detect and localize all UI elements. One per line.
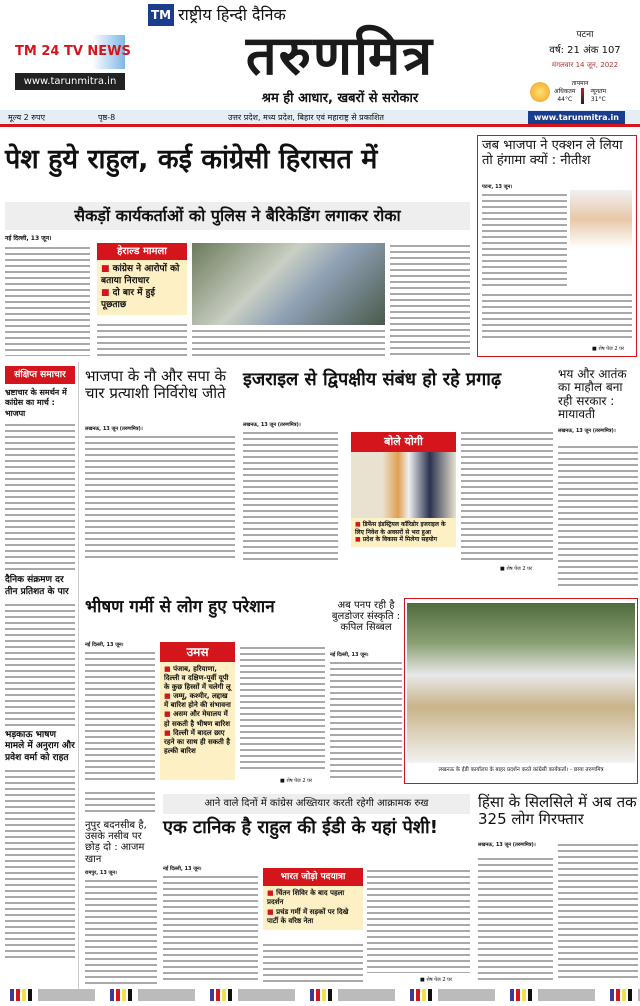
nupur-body — [85, 878, 157, 984]
yatra-box-title: भारत जोड़ो पदयात्रा — [263, 868, 363, 886]
tagline-text: राष्ट्रीय हिन्दी दैनिक — [178, 5, 286, 24]
mayawati-body — [558, 444, 638, 588]
tonic-more[interactable]: ■ शेष पेज 2 पर — [420, 977, 452, 983]
sibal-headline: अब पनप रही है बुलडोजर संस्कृति : कपिल सिब्बल — [331, 600, 401, 634]
sun-icon — [530, 82, 550, 102]
nitish-body-2 — [482, 292, 632, 342]
israel-headline: इजराइल से द्विपक्षीय संबंध हो रहे प्रगाढ़ — [243, 369, 502, 390]
edition-info — [535, 28, 635, 73]
tv-logo-mark: TM 24 TV NEWS — [15, 35, 125, 69]
brief-column — [5, 388, 75, 961]
israel-dateline: लखनऊ, 13 जून (तरुणमित्र)। — [243, 422, 301, 428]
rahul-photo — [192, 243, 385, 325]
bjp-dateline: लखनऊ, 13 जून (तरुणमित्र)। — [85, 426, 143, 432]
lead-body-col1 — [5, 245, 90, 356]
left-body-3 — [85, 790, 155, 815]
edition: वर्ष: 21 अंक 107 — [549, 45, 621, 56]
nupur-headline: नुपुर बदनसीब है, उसके नसीब पर छोड़ दो : आजम खान — [85, 820, 147, 865]
umas-point: ■ असम और मेघालय में हो सकती है भीषण बारिश — [164, 710, 231, 728]
nitish-dateline: पटना, 13 जून। — [482, 184, 513, 190]
yogi-photo — [351, 452, 456, 518]
tv-url[interactable]: www.tarunmitra.in — [15, 73, 125, 90]
yatra-point: ■ प्रचंड गर्मी में सड़कों पर दिखे पार्टी के वरिष्ठ नेता — [267, 908, 359, 927]
lead-subhead: सैकड़ों कार्यकर्ताओं को पुलिस ने बैरिकेडिंग लगाकर रोका — [5, 202, 470, 230]
info-bar — [0, 110, 640, 127]
yatra-box — [263, 886, 363, 930]
lead-body-col3 — [192, 328, 385, 356]
nitish-headline: जब भाजपा ने एक्शन ले लिया तो हंगामा क्यों : नीतीश — [482, 138, 623, 168]
heat-body-2 — [240, 645, 325, 773]
tonic-body-1 — [163, 874, 258, 984]
website-link[interactable]: www.tarunmitra.in — [528, 111, 625, 124]
umas-point: ■ पंजाब, हरियाणा, दिल्ली व दक्षिण-पूर्वी यूपी के कुछ हिस्सों में चलेगी लू — [164, 665, 231, 692]
yogi-box — [351, 518, 456, 547]
violence-body-2 — [558, 842, 638, 982]
tagline-top — [148, 4, 286, 26]
umas-point: ■ जम्मू, कश्मीर, लद्दाख में बारिश होने की संभावना — [164, 692, 231, 710]
brief-body — [5, 602, 75, 727]
published-states: उत्तर प्रदेश, मध्य प्रदेश, बिहार एवं महाराष्ट्र से प्रकाशित — [228, 112, 384, 122]
yogi-box-title: बोले योगी — [351, 432, 456, 452]
nupur-dateline: रामपुर, 13 जून। — [85, 870, 117, 876]
yogi-point: ■ प्रदेश के विकास में मिलेगा सहयोग — [355, 536, 452, 544]
brief-headline: भ्रष्टाचार के समर्थन में कांग्रेस का मार्च : भाजपा — [5, 388, 67, 418]
heat-more[interactable]: ■ शेष पेज 2 पर — [280, 778, 312, 784]
column-divider — [78, 362, 79, 992]
violence-dateline: लखनऊ, 13 जून (तरुणमित्र)। — [478, 842, 536, 848]
brief-headline: भड़काऊ भाषण मामले में अनुराग और प्रवेश वर्मा को राहत — [5, 729, 75, 763]
brief-body — [5, 768, 75, 958]
tonic-body-2 — [263, 942, 363, 984]
bjp-body — [85, 434, 235, 560]
tm-logo-icon: TM — [148, 4, 174, 26]
tonic-body-3 — [367, 868, 470, 973]
heat-headline: भीषण गर्मी से लोग हुए परेशान — [85, 597, 275, 617]
city: पटना — [576, 30, 594, 40]
herald-point: ■ कांग्रेस ने आरोपों को बताया निराधार — [101, 263, 183, 287]
lead-headline: पेश हुये राहुल, कई कांग्रेसी हिरासत में — [5, 144, 378, 175]
lead-dateline: नई दिल्ली, 13 जून। — [5, 235, 52, 242]
bjp-headline: भाजपा के नौ और सपा के चार प्रत्याशी निर्विरोध जीते — [85, 367, 227, 402]
price: मूल्य 2 रुपए — [8, 112, 46, 122]
photo-caption: लखनऊ के ईडी कार्यालय के बाहर प्रदर्शन करते कांग्रेसी कार्यकर्ता। - छाया तरुणमित्र — [438, 767, 604, 773]
protest-photo — [407, 603, 635, 763]
newspaper-title: तरुणमित्र — [245, 24, 435, 87]
mayawati-dateline: लखनऊ, 13 जून (तरुणमित्र)। — [558, 428, 616, 434]
israel-more[interactable]: ■ शेष पेज 2 पर — [500, 566, 532, 572]
heat-body-1 — [85, 650, 155, 780]
motto: श्रम ही आधार, खबरों से सरोकार — [261, 91, 419, 106]
israel-body-2 — [461, 430, 553, 560]
nitish-body — [482, 192, 567, 290]
sibal-dateline: नई दिल्ली, 13 जून। — [330, 652, 369, 658]
brief-body — [5, 422, 75, 572]
sibal-body — [330, 660, 402, 780]
brief-title: संक्षिप्त समाचार — [5, 366, 75, 384]
mayawati-headline: भय और आतंक का माहौल बना रही सरकार : मायावती — [558, 367, 627, 422]
thermometer-icon — [581, 88, 584, 104]
date: मंगलवार 14 जून, 2022 — [551, 61, 619, 69]
max-label: अधिकतम — [554, 88, 576, 95]
violence-body-1 — [478, 856, 553, 982]
violence-headline: हिंसा के सिलसिले में अब तक 325 लोग गिरफ्तार — [478, 793, 637, 828]
herald-box — [97, 260, 187, 315]
min-label: न्यूनतम — [590, 88, 607, 95]
lead-body-col2 — [97, 322, 187, 357]
yatra-point: ■ चिंतन शिविर के बाद पहला प्रदर्शन — [267, 889, 359, 908]
yogi-point: ■ डिफेंस इंडस्ट्रियल कॉरिडोर इजराइल के लिए निवेश के अवसरों से भरा हुआ — [355, 521, 452, 536]
tonic-dateline: नई दिल्ली, 13 जून। — [163, 866, 202, 872]
heat-dateline: नई दिल्ली, 13 जून। — [85, 642, 124, 648]
nitish-photo — [570, 190, 632, 248]
herald-box-title: हेराल्ड मामला — [97, 243, 187, 260]
umas-box — [160, 662, 235, 780]
min-temp: 31°C — [590, 96, 606, 103]
weather-widget — [530, 76, 638, 108]
footer-color-strip — [0, 989, 640, 1001]
page-count: पृष्ठ-8 — [98, 112, 116, 122]
umas-point: ■ दिल्ली में बादल छाए रहने का साथ ही सकती है हल्की बारिश — [164, 729, 231, 756]
lead-body-col4 — [390, 243, 470, 356]
max-temp: 44°C — [557, 96, 573, 103]
israel-body-1 — [243, 430, 338, 560]
nitish-more[interactable]: ■ शेष पेज 2 पर — [592, 346, 624, 352]
tonic-kicker: आने वाले दिनों में कांग्रेस अख्तियार करती रहेगी आक्रामक रुख — [163, 794, 470, 814]
brief-headline: दैनिक संक्रमण दर तीन प्रतिशत के पार — [5, 575, 69, 597]
herald-point: ■ दो बार में हुई पूछताछ — [101, 287, 183, 311]
tonic-headline: एक टानिक है राहुल की ईडी के यहां पेशी! — [163, 817, 438, 838]
tv-logo — [15, 35, 131, 90]
umas-box-title: उमस — [160, 642, 235, 662]
weather-label: तापमान — [571, 80, 589, 87]
